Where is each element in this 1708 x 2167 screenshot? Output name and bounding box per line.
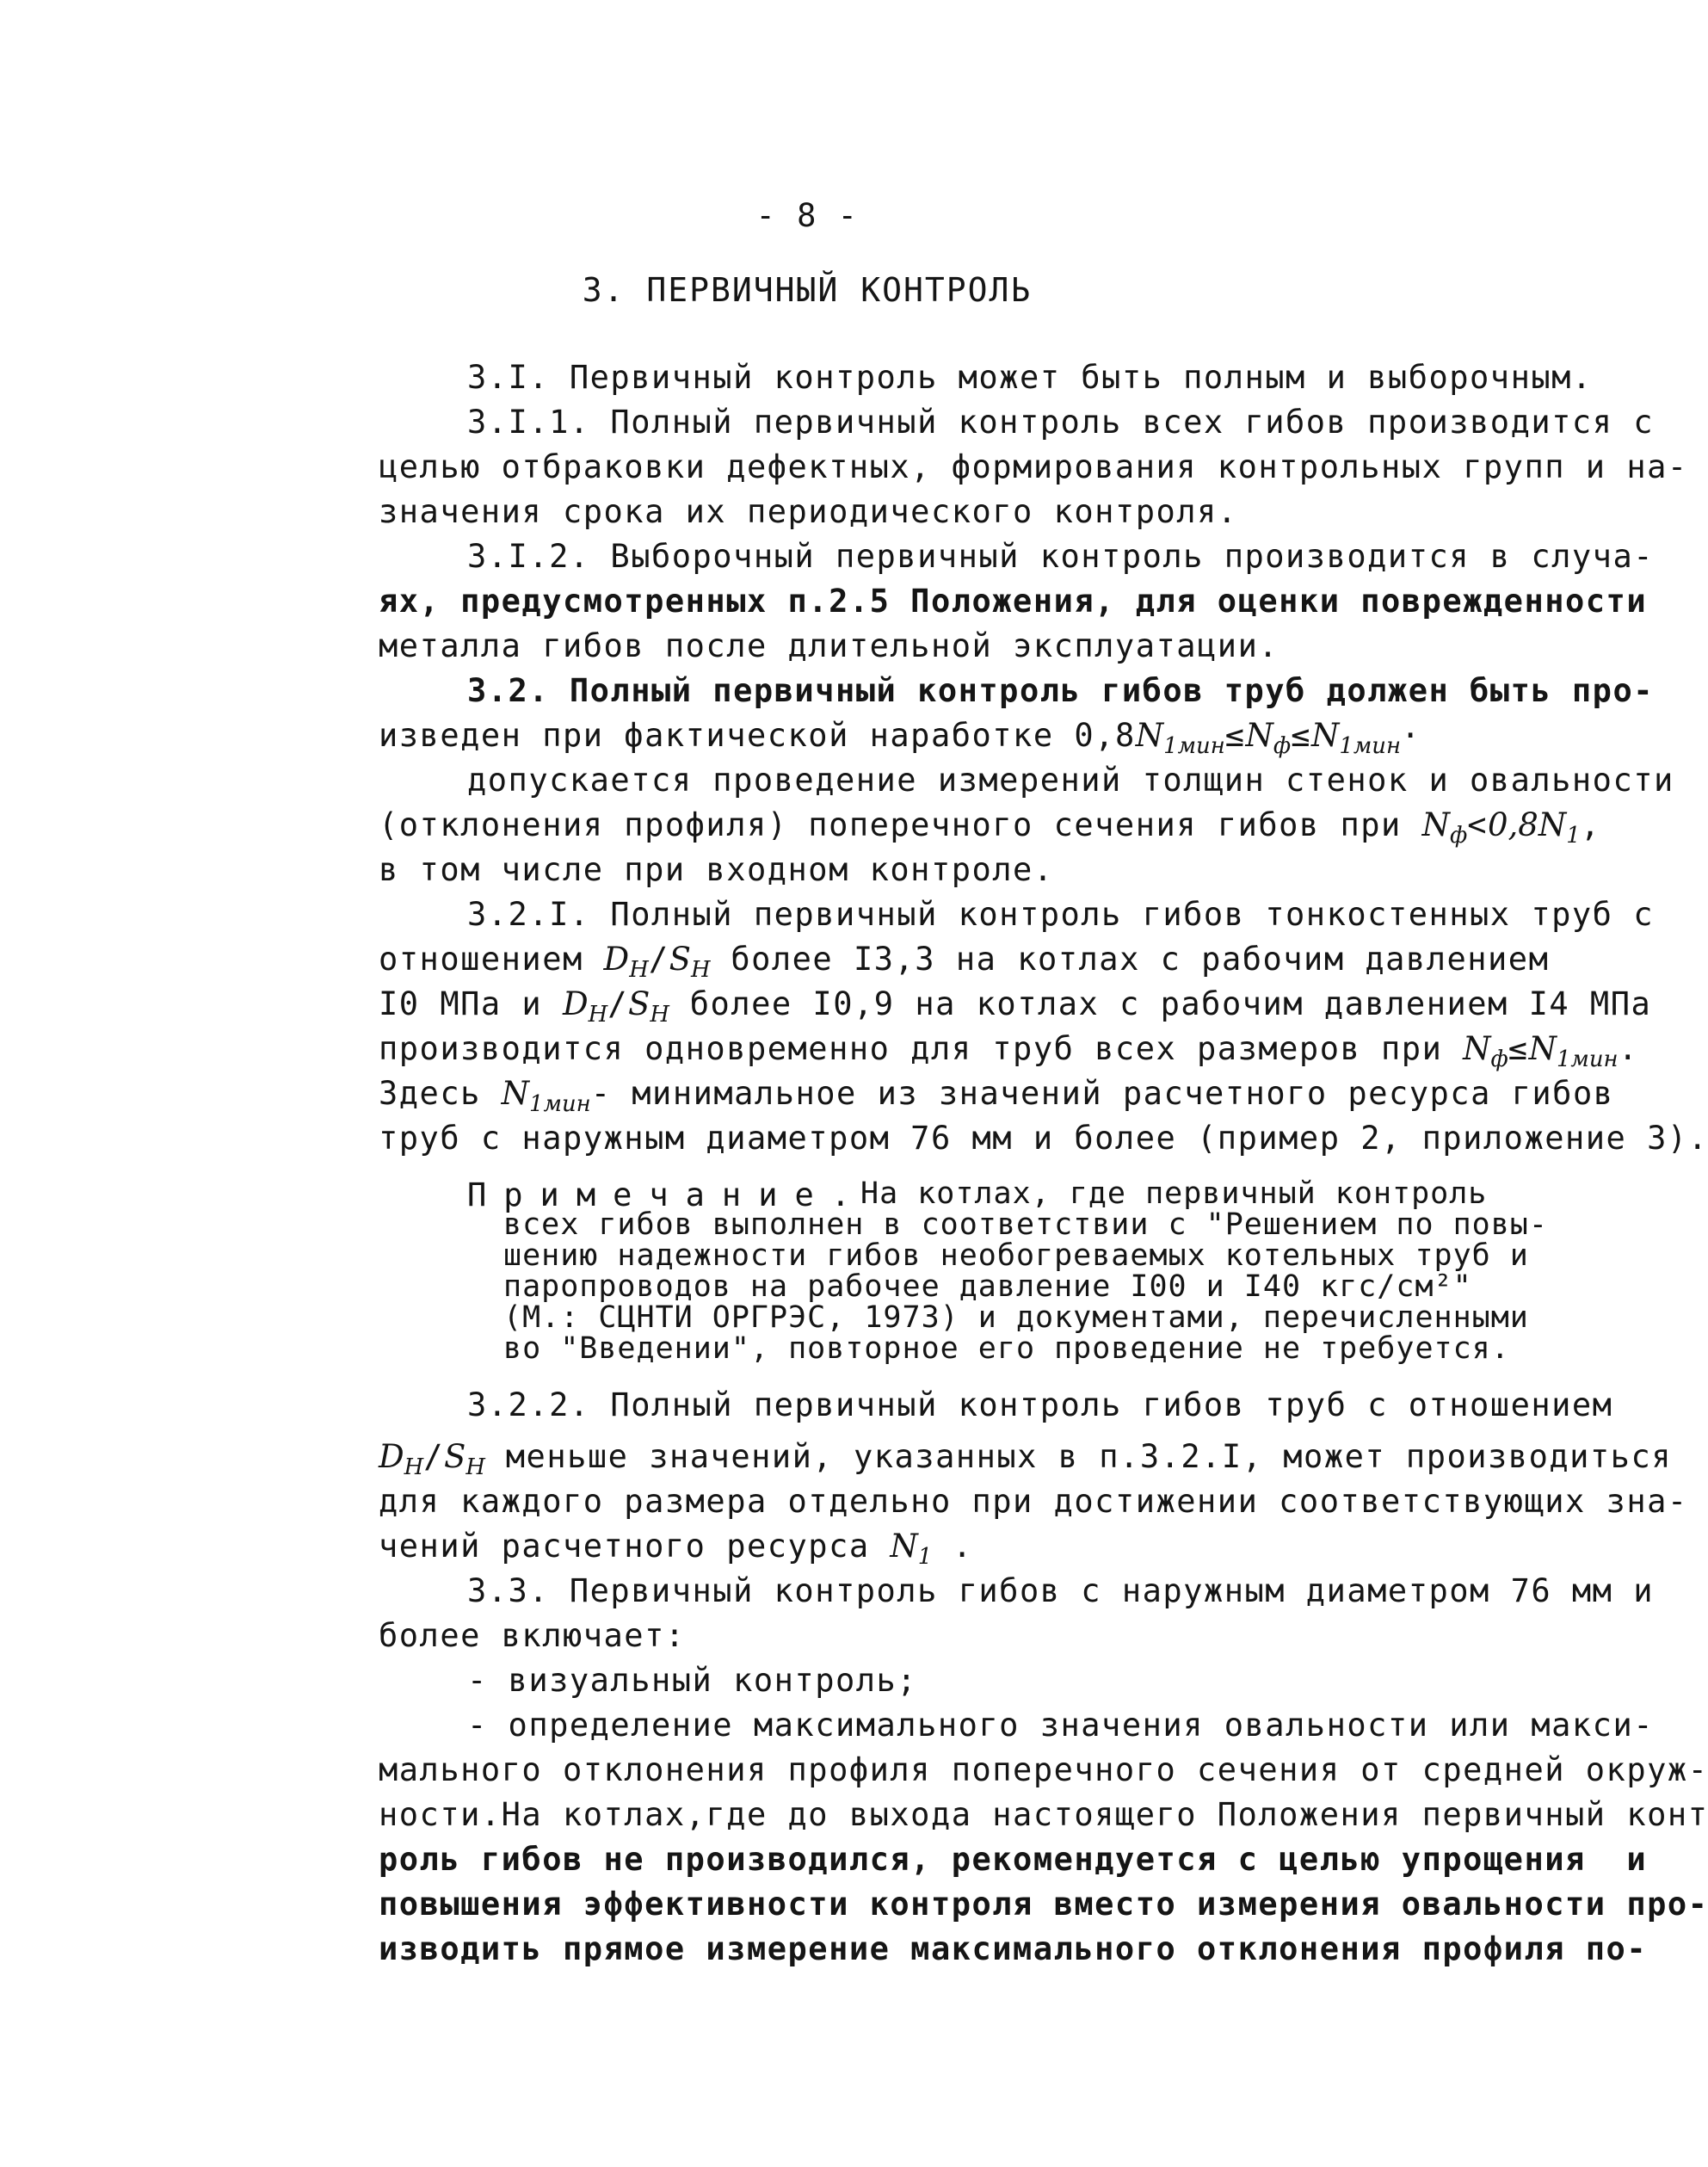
note-line: (М.: СЦНТИ ОРГРЭС, 1973) и документами, перечисленными xyxy=(503,1300,1529,1335)
paragraph-line: изводить прямое измерение максимального отклонения профиля по- xyxy=(379,1930,1648,1967)
paragraph-line: повышения эффективности контроля вместо измерения овальности про- xyxy=(379,1886,1708,1923)
list-item: - определение максимального значения овальности или макси- xyxy=(467,1707,1655,1744)
formula-le: ≤ xyxy=(1291,717,1311,754)
line-text: - минимальное из значений расчетного ресурса гибов xyxy=(590,1075,1614,1112)
formula-slash: / xyxy=(607,985,629,1022)
paragraph-line: 3.I.2. Выборочный первичный контроль производится в случа- xyxy=(467,538,1655,575)
formula-subscript: ф xyxy=(1449,822,1468,849)
paragraph-line-with-formula xyxy=(379,806,1601,849)
paragraph-line: мального отклонения профиля поперечного сечения от средней окруж- xyxy=(379,1751,1708,1788)
paragraph-line-with-formula xyxy=(379,1077,1614,1116)
paragraph-line: 3.I.1. Полный первичный контроль всех гибов производится с xyxy=(467,404,1655,441)
formula-s: S xyxy=(628,985,651,1022)
section-title: 3. ПЕРВИЧНЫЙ КОНТРОЛЬ xyxy=(582,271,1033,309)
paragraph-line: допускается проведение измерений толщин стенок и овальности xyxy=(467,762,1674,799)
note-label: Примечание. xyxy=(467,1176,868,1213)
paragraph-line-with-formula xyxy=(379,943,1549,982)
paragraph-line-with-formula xyxy=(379,1438,1673,1480)
line-text: Здесь xyxy=(379,1075,481,1112)
paragraph-line: металла гибов после длительной эксплуатации. xyxy=(379,627,1279,664)
formula-le: ≤ xyxy=(1224,717,1246,754)
paragraph-line: 3.2.I. Полный первичный контроль гибов тонкостенных труб с xyxy=(467,896,1655,933)
paragraph-line: 3.I. Первичный контроль может быть полным и выборочным. xyxy=(467,359,1593,396)
formula-coefficient: 0,8 xyxy=(1074,717,1136,754)
paragraph-line: 3.2. Полный первичный контроль гибов труб должен быть про- xyxy=(467,672,1655,709)
note-line: паропроводов на рабочее давление I00 и I40 кгс/см²" xyxy=(503,1269,1472,1304)
paragraph-line: труб с наружным диаметром 76 мм и более (пример 2, приложение 3). xyxy=(379,1120,1708,1157)
paragraph-line: более включает: xyxy=(379,1617,686,1654)
line-text: (отклонения профиля) поперечного сечения гибов при xyxy=(379,806,1402,843)
paragraph-line: ях, предусмотренных п.2.5 Положения, для оценки поврежденности xyxy=(379,583,1648,620)
note-line: во "Введении", повторное его проведение не требуется. xyxy=(503,1331,1510,1366)
formula-subscript: 1мин xyxy=(529,1090,591,1117)
formula-comma: , xyxy=(1580,806,1601,843)
line-text: изведен при фактической наработке xyxy=(379,717,1054,754)
formula-d: D xyxy=(563,985,589,1022)
paragraph-line: значения срока их периодического контроля. xyxy=(379,493,1238,530)
formula-n: N xyxy=(1245,717,1273,754)
paragraph-line-with-formula xyxy=(379,1030,1639,1072)
formula-n: N xyxy=(1538,806,1567,843)
paragraph-line: в том числе при входном контроле. xyxy=(379,851,1054,888)
formula-s: S xyxy=(669,941,691,978)
formula-subscript: H xyxy=(690,956,711,983)
line-text: I0 МПа и xyxy=(379,985,543,1022)
formula-subscript: H xyxy=(404,1454,424,1480)
paragraph-line: целью отбраковки дефектных, формирования контрольных групп и на- xyxy=(379,448,1688,485)
formula-subscript: H xyxy=(650,1001,669,1028)
line-text: отношением xyxy=(379,941,583,978)
formula-subscript: 1 xyxy=(1566,822,1581,849)
formula-subscript: 1мин xyxy=(1163,732,1225,759)
formula-period: . xyxy=(953,1528,973,1565)
paragraph-line: 3.2.2. Полный первичный контроль гибов труб с отношением xyxy=(467,1386,1613,1423)
formula-d: D xyxy=(379,1438,404,1475)
line-text: производится одновременно для труб всех размеров при xyxy=(379,1030,1443,1067)
line-text: чений расчетного ресурса xyxy=(379,1528,870,1565)
formula-subscript: H xyxy=(588,1001,608,1028)
line-text: более I0,9 на котлах с рабочим давлением I4 МПа xyxy=(689,985,1652,1022)
formula-s: S xyxy=(444,1438,466,1475)
formula-period: . xyxy=(1618,1030,1639,1067)
formula-le: ≤ xyxy=(1508,1030,1529,1067)
formula-dot: · xyxy=(1401,717,1421,754)
formula-d: D xyxy=(603,941,630,978)
note-line: На котлах, где первичный контроль xyxy=(860,1176,1488,1211)
formula-n: N xyxy=(501,1075,530,1112)
formula-subscript: ф xyxy=(1273,732,1292,759)
note-line: всех гибов выполнен в соответствии с "Решением по повы- xyxy=(503,1207,1548,1242)
formula-slash: / xyxy=(423,1438,445,1475)
formula-n: N xyxy=(1463,1030,1491,1067)
formula-subscript: 1мин xyxy=(1339,732,1402,759)
paragraph-line-with-formula xyxy=(379,719,1421,758)
formula-coefficient: 0,8 xyxy=(1488,806,1538,843)
formula-n: N xyxy=(890,1528,918,1565)
line-text: более I3,3 на котлах с рабочим давлением xyxy=(731,941,1550,978)
paragraph-line: для каждого размера отдельно при достижении соответствующих зна- xyxy=(379,1483,1688,1520)
formula-subscript: H xyxy=(629,956,649,983)
formula-n: N xyxy=(1528,1030,1557,1067)
page-number: - 8 - xyxy=(755,197,859,234)
paragraph-line-with-formula xyxy=(379,1530,973,1569)
formula-subscript: ф xyxy=(1490,1046,1508,1072)
formula-n: N xyxy=(1135,717,1164,754)
formula-subscript: 1мин xyxy=(1556,1046,1619,1072)
formula-n: N xyxy=(1421,806,1450,843)
formula-subscript: 1 xyxy=(917,1543,933,1570)
formula-subscript: H xyxy=(466,1454,485,1480)
line-text: меньше значений, указанных в п.3.2.I, может производиться xyxy=(505,1438,1673,1475)
paragraph-line: роль гибов не производился, рекомендуется с целью упрощения и xyxy=(379,1841,1648,1878)
paragraph-line-with-formula xyxy=(379,985,1652,1028)
paragraph-line: ности.На котлах,где до выхода настоящего Положения первичный конт xyxy=(379,1796,1708,1833)
formula-n: N xyxy=(1310,717,1340,754)
paragraph-line: 3.3. Первичный контроль гибов с наружным диаметром 76 мм и xyxy=(467,1572,1655,1609)
formula-slash: / xyxy=(648,941,669,978)
note-line: шению надежности гибов необогреваемых котельных труб и xyxy=(503,1238,1529,1273)
formula-lt: < xyxy=(1467,806,1488,843)
list-item: - визуальный контроль; xyxy=(467,1662,918,1699)
